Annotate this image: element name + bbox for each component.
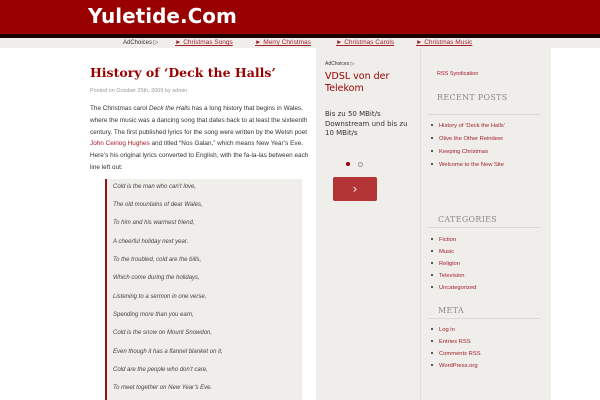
- divider: [428, 227, 540, 228]
- post-meta: Posted on October 25th, 2009 by admin: [90, 88, 188, 94]
- post-text: has a long history that begins in Wales, where the music was a dancing song that dates back to at least the sixteenth century. The first published lyrics for the song were written by the Welsh poet: [90, 105, 308, 136]
- recent-posts-heading: RECENT POSTS: [437, 93, 508, 102]
- meta-heading: META: [438, 306, 464, 315]
- lyric-line: To him and his warmest friend,: [113, 220, 195, 226]
- post-title[interactable]: History of ‘Deck the Halls’: [90, 65, 276, 80]
- divider: [428, 114, 540, 115]
- site-header: [0, 0, 600, 34]
- author-link[interactable]: John Ceiriog Hughes: [90, 140, 150, 148]
- post-body: [90, 103, 315, 174]
- meta-list: [430, 324, 540, 372]
- rss-syndication-link[interactable]: RSS Syndication: [437, 71, 479, 77]
- lyric-line: Cold is the snow on Mount Snowdon,: [113, 330, 213, 336]
- site-title[interactable]: Yuletide.Com: [88, 4, 237, 28]
- chevron-right-icon: ›: [352, 182, 358, 196]
- recent-post-link[interactable]: History of ‘Deck the Halls’: [430, 120, 540, 132]
- lyric-line: To meet together on New Year’s Eve.: [113, 385, 213, 391]
- category-link[interactable]: Television: [430, 270, 540, 282]
- lyric-line: Listening to a sermon in one verse,: [113, 294, 207, 300]
- lyric-line: Cold is the man who can’t love,: [113, 184, 197, 190]
- meta-link[interactable]: Log in: [430, 324, 540, 336]
- ad-title[interactable]: VDSL von der Telekom: [325, 71, 390, 94]
- lyric-line: To the troubled, cold are the bills,: [113, 257, 202, 263]
- lyric-line: Cold are the people who don’t care,: [113, 367, 208, 373]
- category-link[interactable]: Fiction: [430, 234, 540, 246]
- categories-heading: CATEGORIES: [438, 215, 498, 224]
- ad-column: [316, 48, 420, 400]
- nav-link-christmas-carols[interactable]: ► Christmas Carols: [336, 39, 395, 46]
- lyric-line: Even though it has a flannel blanket on it,: [113, 349, 223, 355]
- lyric-line: Spending more than you earn,: [113, 312, 194, 318]
- meta-link[interactable]: Comments RSS: [430, 348, 540, 360]
- category-link[interactable]: Uncategorized: [430, 282, 540, 294]
- recent-post-link[interactable]: Welcome to the New Site: [430, 159, 540, 171]
- category-link[interactable]: Religion: [430, 258, 540, 270]
- divider: [428, 318, 540, 319]
- ad-text[interactable]: Bis zu 50 MBit/s Downstream und bis zu 10 MBit/s: [325, 110, 408, 137]
- nav-link-merry-christmas[interactable]: ► Merry Christmas: [255, 39, 311, 46]
- recent-post-link[interactable]: Keeping Christmas: [430, 146, 540, 158]
- lyrics-blockquote: [105, 179, 302, 400]
- recent-post-link[interactable]: Olive the Other Reindeer: [430, 133, 540, 145]
- lyric-line: The old mountains of dear Wales,: [113, 202, 203, 208]
- meta-link[interactable]: Entries RSS: [430, 336, 540, 348]
- recent-posts-list: [430, 120, 540, 171]
- lyric-line: Which come during the holidays,: [113, 275, 200, 281]
- post-text-emphasis: Deck the Halls: [148, 105, 191, 112]
- ad-next-button[interactable]: [333, 177, 377, 201]
- categories-list: [430, 234, 540, 294]
- adchoices-label[interactable]: AdChoices ▷: [123, 40, 159, 46]
- post-text: The Christmas carol: [90, 105, 149, 112]
- carousel-dot[interactable]: [358, 162, 363, 167]
- carousel-dot-active[interactable]: [346, 162, 350, 166]
- ad-adchoices-label[interactable]: AdChoices ▷: [325, 61, 355, 67]
- category-link[interactable]: Music: [430, 246, 540, 258]
- nav-link-christmas-songs[interactable]: ► Christmas Songs: [175, 39, 233, 46]
- lyric-line: A cheerful holiday next year.: [113, 239, 189, 245]
- meta-link[interactable]: WordPress.org: [430, 360, 540, 372]
- nav-link-christmas-music[interactable]: ► Christmas Music: [416, 39, 473, 46]
- post-text: and titled “Nos Galan,” which means New Year’s Eve. Here’s his original lyrics converted to English, with the fa-la-las between each line left out:: [90, 140, 309, 171]
